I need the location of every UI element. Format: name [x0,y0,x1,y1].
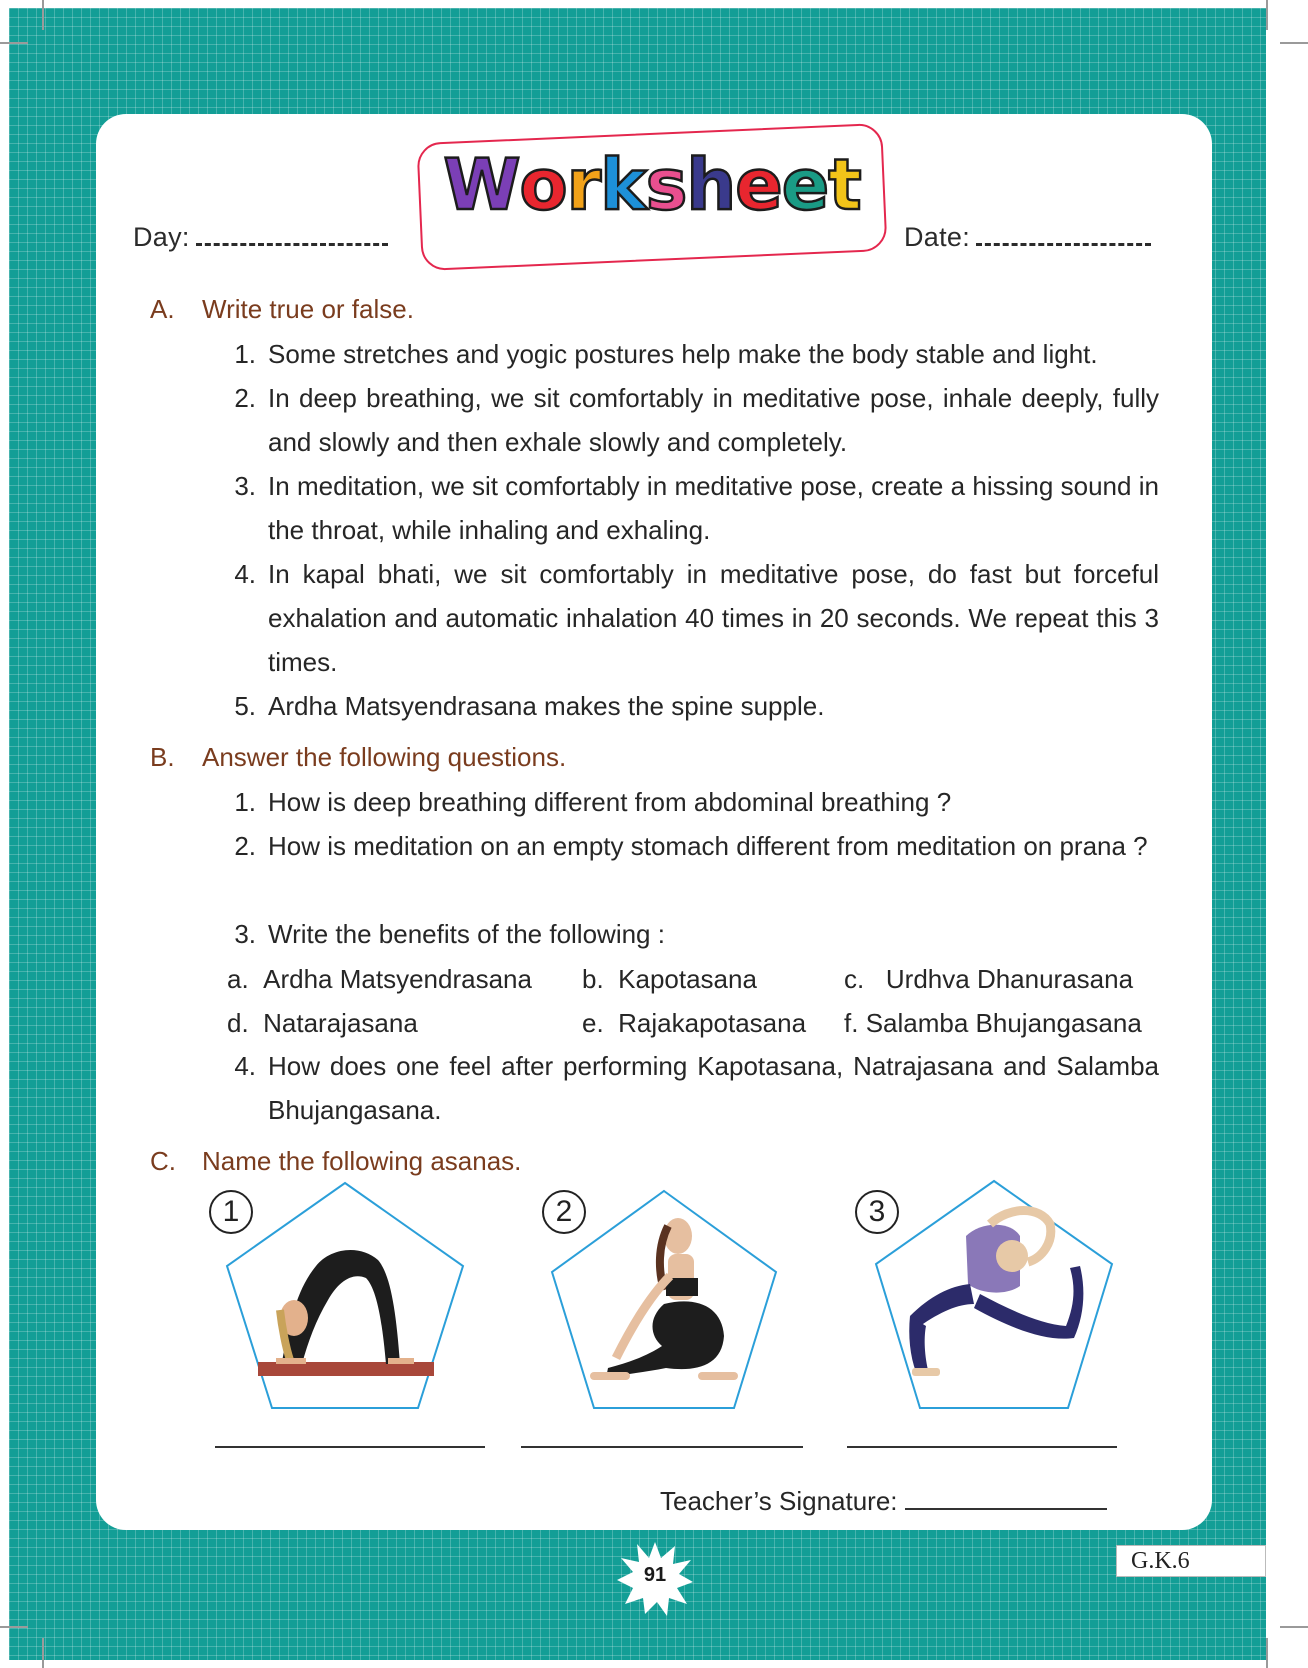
option-label: b. [582,964,604,994]
question-number: 4. [234,559,256,589]
section-letter: C. [150,1146,176,1176]
question-text: In deep breathing, we sit comfortably in meditative pose, inhale deeply, fully and slowly and then exhale slowly and completely. [268,383,1159,457]
title-letter: r [566,144,601,226]
worksheet-title [432,144,872,226]
option-text: Rajakapotasana [618,1008,807,1038]
day-label: Day: [133,222,190,252]
title-letter: k [600,144,646,226]
option-label: d. [227,1008,249,1038]
option-text: Ardha Matsyendrasana [263,964,532,994]
option-f [844,1008,1142,1039]
crop-mark [1266,0,1268,30]
option-d [227,1008,418,1039]
section-c-heading [150,1146,521,1177]
answer-blank-3[interactable] [847,1446,1117,1448]
option-text: Kapotasana [618,964,757,994]
date-label: Date: [904,222,971,252]
teacher-signature [660,1486,1107,1517]
date-blank[interactable] [976,242,1151,246]
title-letter: t [828,144,861,226]
answer-blank-2[interactable] [521,1446,803,1448]
king-pigeon-pose-photo [870,1176,1118,1414]
option-text: Salamba Bhujangasana [865,1008,1142,1038]
option-e [582,1008,806,1039]
option-text: Urdhva Dhanurasana [885,964,1134,994]
title-letter: e [781,144,829,226]
question-number: 3. [234,471,256,501]
crop-mark [0,42,28,44]
section-title: Answer the following questions. [202,742,567,772]
title-letter: W [443,144,520,226]
title-letter: h [686,144,736,226]
signature-blank[interactable] [905,1506,1107,1510]
section-title: Write true or false. [202,294,414,324]
question-number: 1. [234,787,256,817]
option-label: e. [582,1008,604,1038]
title-letter: e [735,144,782,226]
question-number: 4. [234,1051,256,1081]
option-text: Natarajasana [263,1008,418,1038]
question-number: 3. [234,919,256,949]
section-letter: B. [150,742,175,772]
title-letter: o [519,144,567,226]
question-text: Ardha Matsyendrasana makes the spine supple. [268,691,825,721]
option-label: a. [227,964,249,994]
section-title: Name the following asanas. [202,1146,522,1176]
figure-number-1: 1 [209,1190,253,1234]
question-text: How is deep breathing different from abdominal breathing ? [268,787,952,817]
crop-mark [1266,1638,1268,1668]
crop-mark [1280,42,1308,44]
question-number: 2. [234,383,256,413]
question-text: Some stretches and yogic postures help make the body stable and light. [268,339,1098,369]
option-label: c. [844,964,865,994]
day-blank[interactable] [196,242,388,246]
crop-mark [42,1638,44,1668]
page-number: 91 [643,1564,667,1586]
question-text: How is meditation on an empty stomach different from meditation on prana ? [268,831,1148,861]
crop-mark [42,0,44,30]
figure-number-3: 3 [855,1190,899,1234]
option-b [582,964,757,995]
crop-mark [0,1626,28,1628]
option-c [844,964,1133,995]
title-letter: s [645,144,687,226]
signature-label: Teacher’s Signature: [660,1486,898,1516]
book-code: G.K.6 [1116,1545,1266,1577]
question-text: In meditation, we sit comfortably in meditative pose, create a hissing sound in the throat, while inhaling and exhaling. [268,471,1159,545]
question-number: 1. [234,339,256,369]
question-number: 5. [234,691,256,721]
question-text: How does one feel after performing Kapotasana, Natrajasana and Salamba Bhujangasana. [268,1051,1159,1125]
figure-number-2: 2 [542,1190,586,1234]
section-b-heading [150,742,566,773]
option-a [227,964,532,995]
section-a-heading [150,294,414,325]
answer-blank-1[interactable] [215,1446,485,1448]
question-number: 2. [234,831,256,861]
option-label: f. [844,1008,859,1038]
date-field [904,222,1151,253]
seated-twist-pose-photo [546,1186,782,1414]
crop-mark [1280,1626,1308,1628]
day-field [133,222,388,253]
question-text: Write the benefits of the following : [268,919,665,949]
question-text: In kapal bhati, we sit comfortably in meditative pose, do fast but forceful exhalation and automatic inhalation 40 times in 20 seconds. We repeat this 3 times. [268,559,1159,677]
backbend-pose-photo [220,1178,470,1414]
section-letter: A. [150,294,175,324]
